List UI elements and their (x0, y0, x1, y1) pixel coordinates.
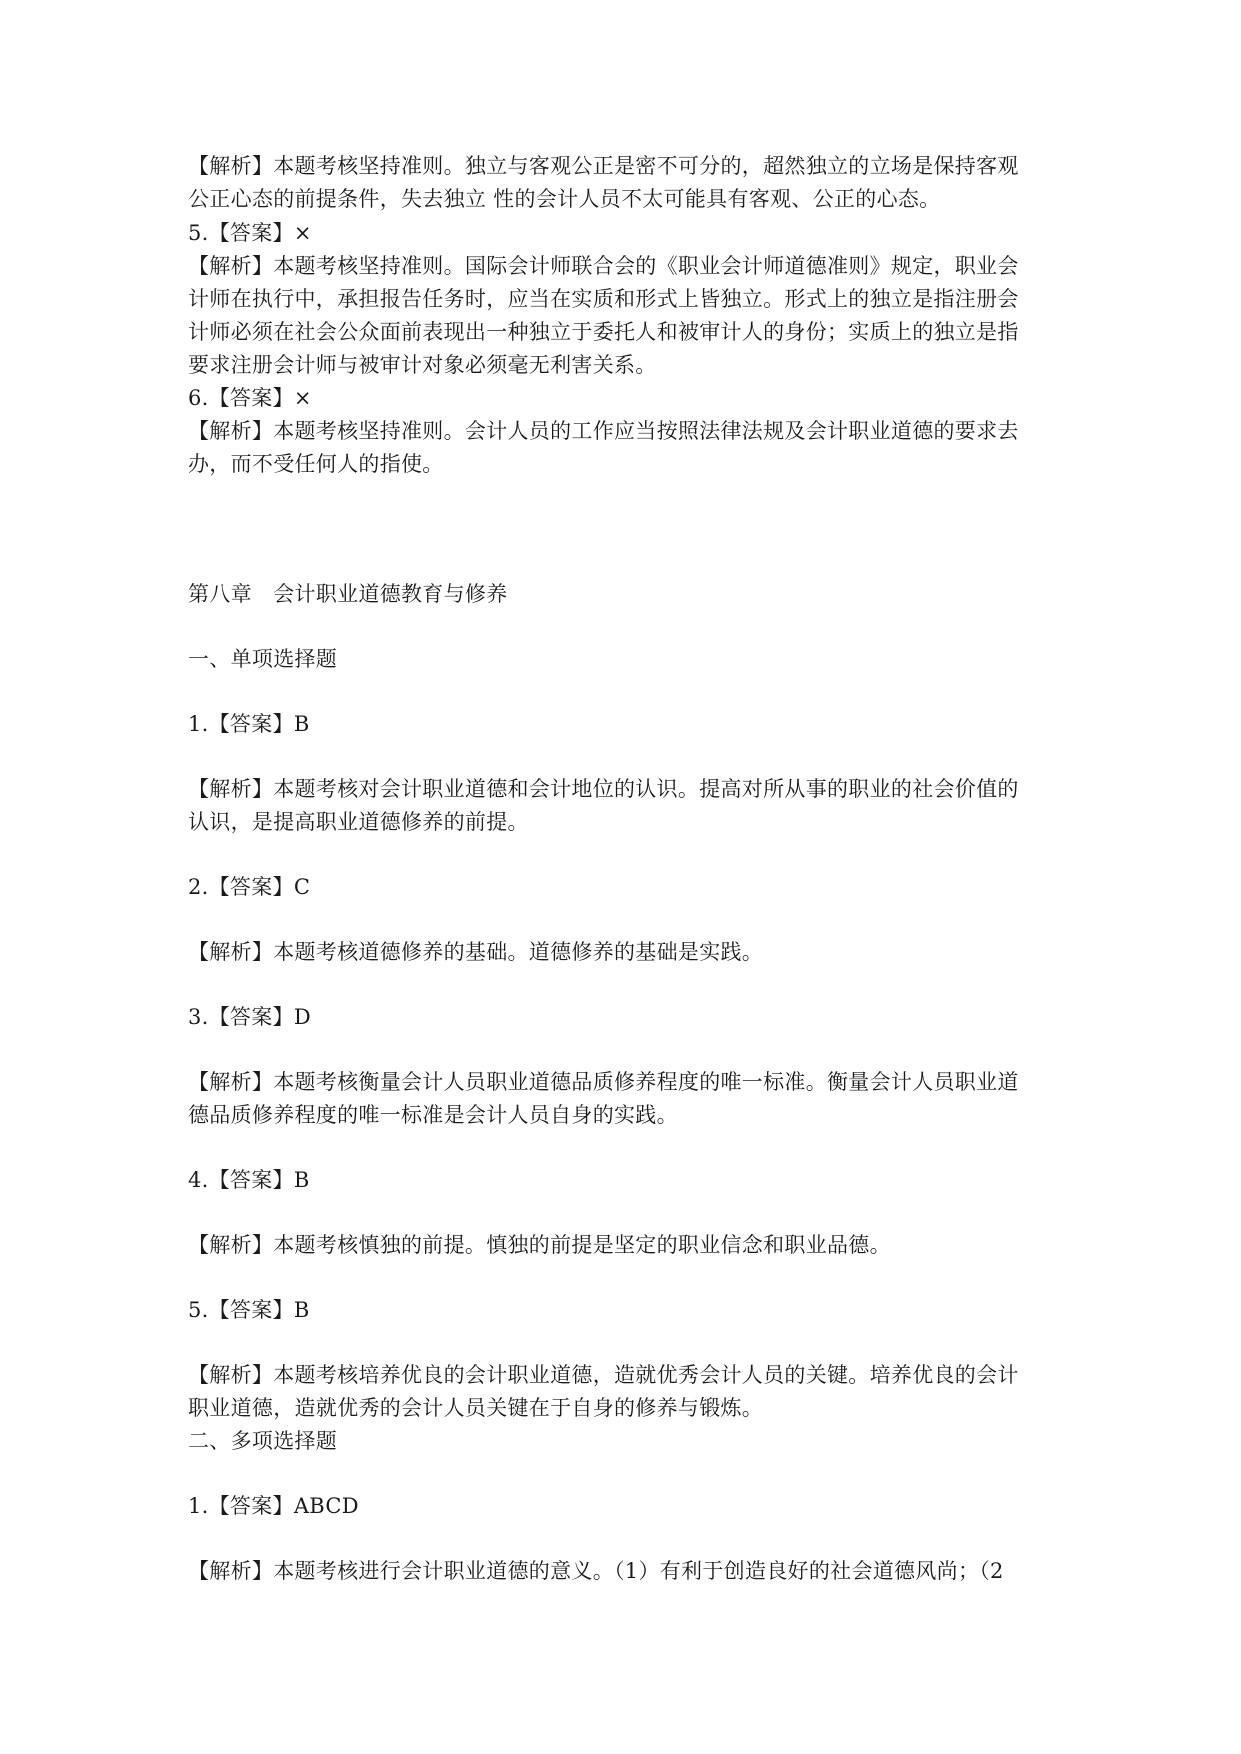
analysis-line: 认识，是提高职业道德修养的前提。 (188, 810, 529, 834)
answer-line: 3.【答案】D (188, 1005, 311, 1029)
analysis-line: 要求注册会计师与被审计对象必须毫无利害关系。 (188, 353, 657, 377)
answer-line: 1.【答案】B (188, 712, 310, 736)
analysis-line: 【解析】本题考核坚持准则。独立与客观公正是密不可分的，超然独立的立场是保持客观 (188, 154, 1019, 178)
analysis-line: 【解析】本题考核坚持准则。会计人员的工作应当按照法律法规及会计职业道德的要求去 (188, 419, 1019, 443)
analysis-line: 计师在执行中，承担报告任务时，应当在实质和形式上皆独立。形式上的独立是指注册会 (188, 287, 1019, 311)
analysis-line: 【解析】本题考核进行会计职业道德的意义。（1）有利于创造良好的社会道德风尚；（2 (188, 1559, 1004, 1583)
section-heading: 二、多项选择题 (188, 1429, 338, 1453)
chapter-heading: 第八章 会计职业道德教育与修养 (188, 582, 508, 606)
analysis-line: 【解析】本题考核培养优良的会计职业道德，造就优秀会计人员的关键。培养优良的会计 (188, 1363, 1019, 1387)
answer-line: 6.【答案】× (188, 386, 312, 410)
answer-line: 4.【答案】B (188, 1168, 310, 1192)
analysis-line: 【解析】本题考核对会计职业道德和会计地位的认识。提高对所从事的职业的社会价值的 (188, 777, 1019, 801)
analysis-line: 公正心态的前提条件，失去独立 性的会计人员不太可能具有客观、公正的心态。 (188, 187, 941, 211)
analysis-line: 【解析】本题考核道德修养的基础。道德修养的基础是实践。 (188, 940, 764, 964)
answer-line: 1.【答案】ABCD (188, 1494, 359, 1518)
answer-line: 5.【答案】× (188, 221, 312, 245)
analysis-line: 【解析】本题考核衡量会计人员职业道德品质修养程度的唯一标准。衡量会计人员职业道 (188, 1070, 1019, 1094)
analysis-line: 德品质修养程度的唯一标准是会计人员自身的实践。 (188, 1103, 678, 1127)
analysis-line: 【解析】本题考核坚持准则。国际会计师联合会的《职业会计师道德准则》规定，职业会 (188, 254, 1019, 278)
analysis-line: 职业道德，造就优秀的会计人员关键在于自身的修养与锻炼。 (188, 1396, 764, 1420)
answer-line: 5.【答案】B (188, 1298, 310, 1322)
analysis-line: 【解析】本题考核慎独的前提。慎独的前提是坚定的职业信念和职业品德。 (188, 1233, 891, 1257)
analysis-line: 办，而不受任何人的指使。 (188, 452, 444, 476)
section-heading: 一、单项选择题 (188, 647, 338, 671)
analysis-line: 计师必须在社会公众面前表现出一种独立于委托人和被审计人的身份；实质上的独立是指 (188, 320, 1019, 344)
answer-line: 2.【答案】C (188, 875, 311, 899)
